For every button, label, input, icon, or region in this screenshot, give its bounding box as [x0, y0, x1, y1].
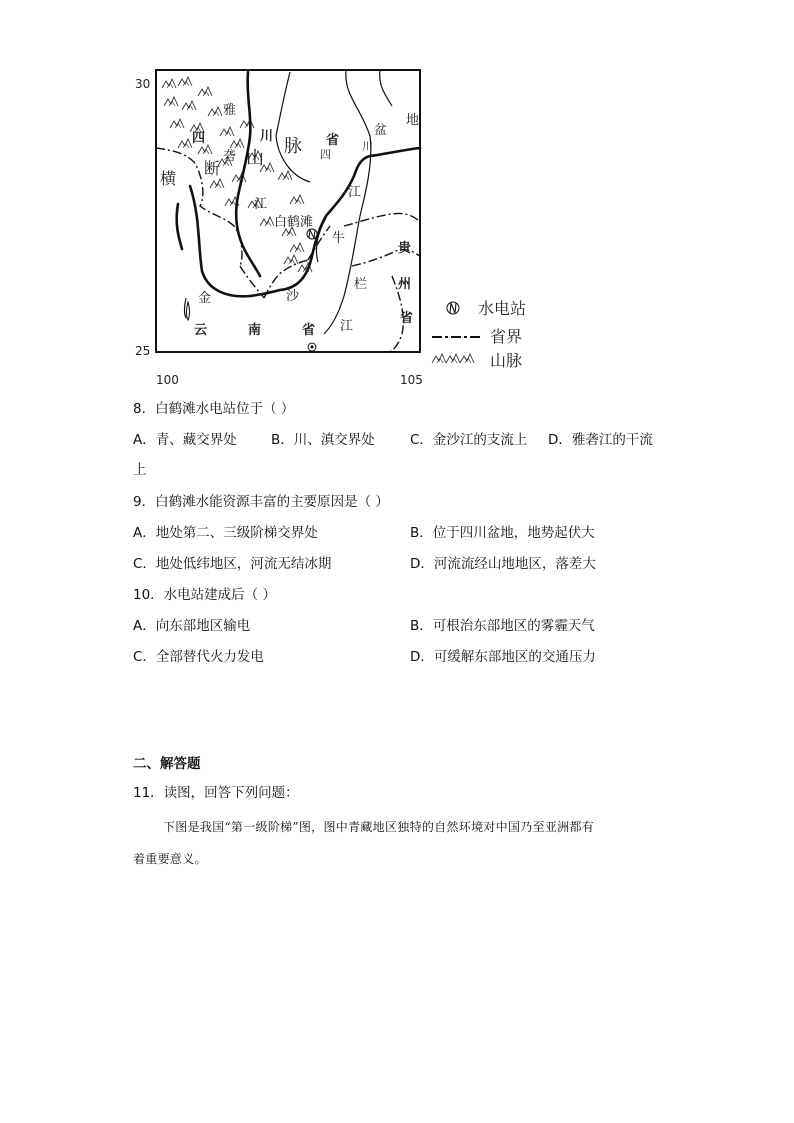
- q9-option-d: D．河流流经山地地区，落差大: [410, 556, 596, 572]
- label-yunnan-3: 省: [302, 323, 316, 338]
- map-figure: [130, 66, 550, 390]
- label-jinsha-2: 沙: [286, 289, 300, 304]
- label-sichuan-r2: 川: [362, 140, 373, 153]
- q9-option-c: C．地处低纬地区，河流无结冰期: [133, 556, 332, 572]
- q8-option-d-continuation: 上: [133, 462, 147, 478]
- label-sichuan-3: 省: [326, 133, 340, 148]
- label-mountain-1: 横: [160, 169, 177, 188]
- q10-option-a: A．向东部地区输电: [133, 618, 251, 634]
- label-yalong-3: 江: [254, 197, 268, 212]
- section-title: 二、解答题: [133, 756, 201, 772]
- legend-label-mountain: 山脉: [490, 351, 523, 370]
- question-11-intro-line-2: 着重要意义。: [133, 852, 207, 866]
- label-niulan-2: 栏: [354, 277, 368, 292]
- q10-option-d: D．可缓解东部地区的交通压力: [410, 649, 596, 665]
- map-legend: [432, 299, 526, 370]
- lat-label-30: 30: [135, 77, 151, 91]
- label-mountain-3: 山: [246, 148, 264, 169]
- lat-label-25: 25: [135, 344, 151, 358]
- q9-option-a: A．地处第二、三级阶梯交界处: [133, 525, 318, 541]
- label-mountain-2: 断: [204, 159, 221, 178]
- q9-option-b: B．位于四川盆地，地势起伏大: [410, 525, 595, 541]
- rivers: [177, 72, 420, 296]
- legend-label-boundary: 省界: [490, 327, 523, 346]
- label-sichuan-1: 四: [192, 131, 206, 146]
- question-11-stem: 11．读图，回答下列问题：: [133, 785, 299, 801]
- question-11-intro-line-1: 下图是我国“第一级阶梯”图，图中青藏地区独特的自然环境对中国乃至亚洲都有: [163, 820, 595, 834]
- label-baihetan: 白鹤滩: [274, 215, 314, 230]
- q8-option-a: A．青、藏交界处: [133, 432, 237, 448]
- legend-mountain-icon: [432, 354, 474, 363]
- question-8-stem: 8．白鹤滩水电站位于（ ）: [133, 401, 295, 417]
- label-yunnan-1: 云: [194, 323, 208, 338]
- label-mountain-4: 脉: [284, 136, 302, 157]
- mountain-symbols: [162, 77, 312, 272]
- label-niulan-1: 牛: [332, 231, 346, 246]
- label-jinsha-1: 金: [198, 291, 212, 306]
- label-guizhou-1: 贵: [398, 241, 412, 256]
- question-10-stem: 10．水电站建成后（ ）: [133, 587, 276, 603]
- label-sichuan-r1: 四: [320, 148, 331, 161]
- label-yunnan-2: 南: [248, 323, 262, 338]
- lon-label-100: 100: [156, 373, 179, 387]
- label-yalong-2: 砻: [223, 149, 237, 164]
- label-sichuan-2: 川: [260, 129, 274, 144]
- q8-option-d: D．雅砻江的干流: [548, 432, 653, 448]
- label-basin-2: 地: [406, 113, 420, 128]
- label-guizhou-2: 州: [398, 277, 412, 292]
- hydropower-icon: [307, 229, 317, 239]
- label-yalong-1: 雅: [223, 103, 237, 118]
- legend-hydropower-icon: [447, 302, 459, 314]
- q10-option-c: C．全部替代火力发电: [133, 649, 264, 665]
- label-guizhou-3: 省: [400, 311, 414, 326]
- lon-label-105: 105: [400, 373, 423, 387]
- label-niulan-3: 江: [340, 319, 354, 334]
- question-9-stem: 9．白鹤滩水能资源丰富的主要原因是（ ）: [133, 494, 389, 510]
- q10-option-b: B．可根治东部地区的雾霾天气: [410, 618, 595, 634]
- label-jiang: 江: [348, 185, 362, 200]
- lake: [187, 302, 190, 320]
- legend-label-hydropower: 水电站: [478, 299, 527, 318]
- q8-option-c: C．金沙江的支流上: [410, 432, 528, 448]
- label-basin-1: 盆: [374, 123, 388, 138]
- q8-option-b: B．川、滇交界处: [271, 432, 375, 448]
